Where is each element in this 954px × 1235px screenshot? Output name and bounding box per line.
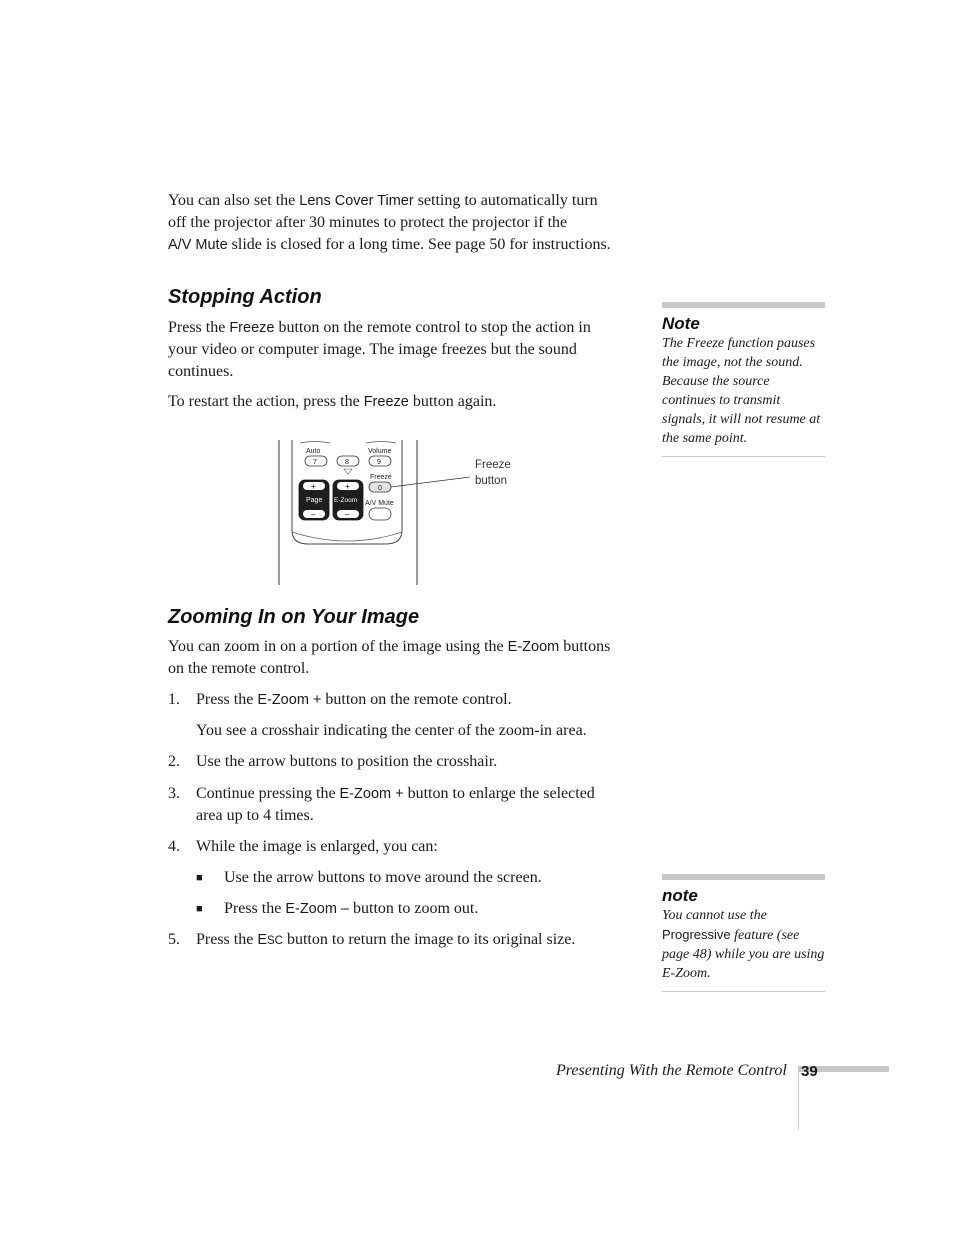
text: button to return the image to its original size. — [282, 931, 576, 948]
ezoom-minus: – — [345, 510, 350, 519]
text: Press the — [196, 931, 258, 948]
bullet-icon: ■ — [196, 872, 203, 884]
stopping-paragraph-2 — [168, 391, 638, 413]
step-2: Use the arrow buttons to position the crosshair. — [196, 753, 498, 770]
text: on the remote control. — [168, 660, 310, 677]
step-4: While the image is enlarged, you can: — [196, 838, 438, 855]
note-title: note — [662, 886, 698, 905]
note-rule — [662, 456, 825, 457]
stopping-paragraph-1 — [168, 317, 638, 383]
text: button to zoom out. — [349, 900, 479, 917]
page-plus: + — [311, 482, 316, 491]
text: continues. — [168, 363, 234, 380]
av-mute-label: A/V Mute — [365, 500, 394, 507]
note-text — [662, 906, 825, 983]
step-3 — [196, 783, 636, 827]
note-title: Note — [662, 314, 700, 333]
text: Press the — [196, 691, 258, 708]
esc-term — [257, 932, 283, 948]
freeze-label: Freeze — [370, 474, 392, 481]
triangle-icon — [344, 469, 352, 474]
callout-line-1: Freeze — [475, 459, 511, 471]
remote-control-illustration — [278, 440, 518, 586]
callout-line — [391, 477, 470, 487]
note-bar — [662, 874, 825, 880]
page-label: Page — [306, 497, 323, 504]
text: area up to 4 times. — [196, 807, 314, 824]
step-3-number: 3. — [168, 785, 180, 802]
ezoom-label: E-Zoom — [334, 497, 358, 504]
button-8-label: 8 — [345, 459, 349, 466]
text: slide is closed for a long time. See page 50 for instructions. — [227, 236, 611, 253]
freeze-term: Freeze — [229, 320, 275, 336]
lens-cover-timer-term: Lens Cover Timer — [299, 193, 414, 209]
text: setting to automatically turn — [413, 192, 598, 209]
note-freeze — [662, 302, 825, 457]
freeze-callout — [475, 457, 511, 489]
text: button on the remote control. — [321, 691, 512, 708]
footer-vertical-line — [798, 1066, 799, 1130]
bullet-2 — [224, 898, 644, 920]
step-1 — [196, 689, 636, 711]
step-1-number: 1. — [168, 691, 180, 708]
esc-e: E — [257, 932, 267, 948]
bullet-icon: ■ — [196, 903, 203, 915]
esc-rest: SC — [267, 935, 283, 947]
freeze-term: Freeze — [363, 394, 409, 410]
progressive-term: Progressive — [662, 927, 731, 942]
note-rule — [662, 991, 825, 992]
ezoom-plus-term: E-Zoom + — [257, 692, 322, 708]
step-5 — [196, 929, 636, 952]
zooming-heading: Zooming In on Your Image — [168, 606, 420, 628]
intro-paragraph — [168, 190, 638, 256]
callout-line-2: button — [475, 475, 507, 487]
text: feature (see page 48) while you are using E-Zoom. — [662, 928, 825, 981]
button-7-label: 7 — [313, 459, 317, 466]
page-number: 39 — [801, 1063, 818, 1080]
av-mute-button — [369, 508, 391, 520]
text: your video or computer image. The image freezes but the sound — [168, 341, 577, 358]
text: To restart the action, press the — [168, 393, 364, 410]
step-5-number: 5. — [168, 931, 180, 948]
zooming-intro — [168, 636, 638, 680]
bullet-1: Use the arrow buttons to move around the screen. — [224, 869, 542, 886]
text: Press the — [168, 319, 230, 336]
text: Press the — [224, 900, 286, 917]
running-footer-title: Presenting With the Remote Control — [556, 1062, 787, 1079]
volume-label: Volume — [368, 448, 392, 455]
step-4-number: 4. — [168, 838, 180, 855]
page-minus: – — [311, 510, 316, 519]
ezoom-minus-term: E-Zoom – — [285, 901, 349, 917]
text: You can zoom in on a portion of the image using the — [168, 638, 508, 655]
button-0-label: 0 — [378, 485, 382, 492]
stopping-action-heading: Stopping Action — [168, 286, 322, 308]
button-9-label: 9 — [377, 459, 381, 466]
text: button again. — [408, 393, 497, 410]
step-2-number: 2. — [168, 753, 180, 770]
text: You cannot use the — [662, 908, 767, 923]
text: Continue pressing the — [196, 785, 340, 802]
ezoom-term: E-Zoom — [507, 639, 560, 655]
text: You can also set the — [168, 192, 300, 209]
ezoom-plus: + — [345, 482, 350, 491]
text: button on the remote control to stop the action in — [274, 319, 591, 336]
av-mute-term: A/V Mute — [168, 237, 228, 253]
note-bar — [662, 302, 825, 308]
step-1-sub: You see a crosshair indicating the center of the zoom-in area. — [196, 722, 587, 739]
text: buttons — [559, 638, 611, 655]
note-progressive — [662, 874, 825, 992]
text: off the projector after 30 minutes to protect the projector if the — [168, 214, 568, 231]
note-text: The Freeze function pauses the image, not the sound. Because the source continues to transmit signals, it will not resume at the same point. — [662, 336, 821, 446]
text: button to enlarge the selected — [403, 785, 595, 802]
auto-label: Auto — [306, 448, 321, 455]
ezoom-plus-term: E-Zoom + — [339, 786, 404, 802]
